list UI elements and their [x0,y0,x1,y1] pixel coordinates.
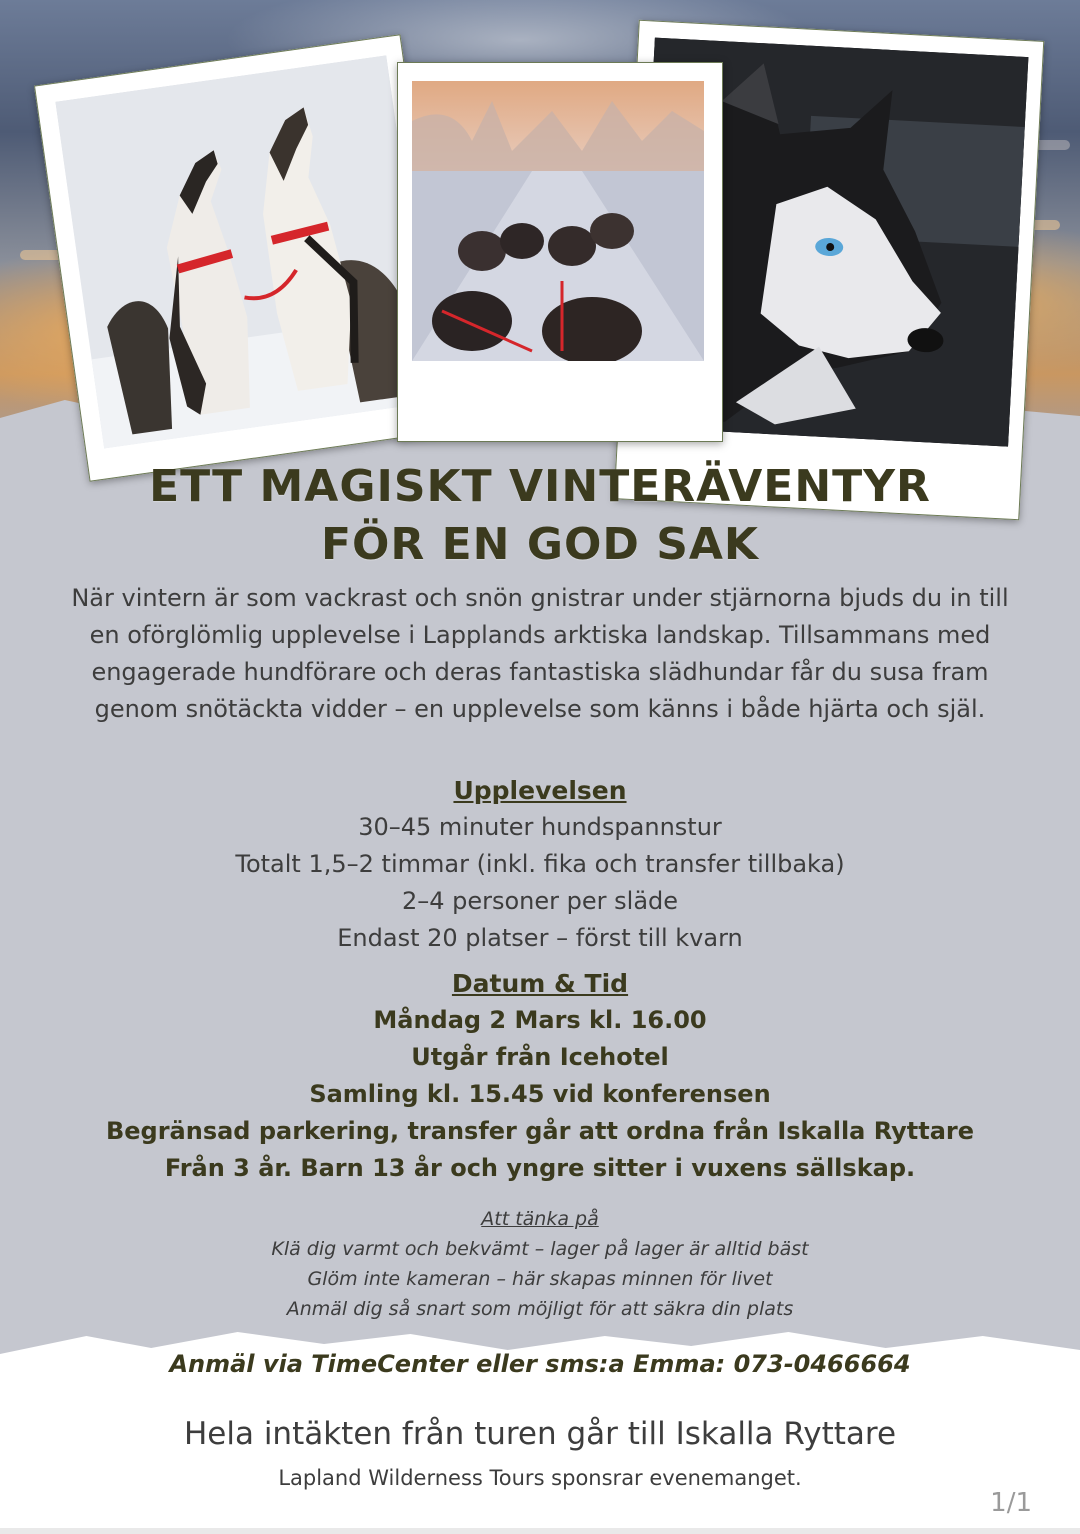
experience-line: Endast 20 platser – först till kvarn [337,924,743,952]
date-time-section [60,965,1020,1187]
page-indicator: 1/1 [990,1488,1032,1518]
experience-line: 30–45 minuter hundspannstur [358,813,722,841]
experience-heading: Upplevelsen [453,776,627,805]
intro-paragraph: När vintern är som vackrast och snön gnistrar under stjärnorna bjuds du in till en oförglömlig upplevelse i Lapplands arktiska landskap. Tillsammans med engagerade hundförare och deras fantastiska slädhundar får du susa fram genom snötäckta vidder – en upplevelse som känns i både hjärta och själ. [71,584,1009,723]
tips-heading: Att tänka på [481,1208,599,1230]
polaroid-dog-sled-trail [397,62,723,442]
tips-line: Anmäl dig så snart som möjligt för att säkra din plats [286,1298,794,1320]
date-time-line: Från 3 år. Barn 13 år och yngre sitter i vuxens sällskap. [164,1154,916,1182]
tips-line: Klä dig varmt och bekvämt – lager på lager är alltid bäst [271,1238,809,1260]
experience-line: 2–4 personer per släde [401,887,679,915]
proceeds-statement: Hela intäkten från turen går till Iskalla Ryttare [183,1416,897,1452]
signup-instructions: Anmäl via TimeCenter eller sms:a Emma: 073-0466664 [169,1350,911,1378]
headline-line-1: ETT MAGISKT VINTERÄVENTYR [149,461,931,512]
date-time-heading: Datum & Tid [451,969,629,998]
date-time-line: Samling kl. 15.45 vid konferensen [309,1080,771,1108]
date-time-line: Utgår från Icehotel [411,1043,669,1071]
polaroid-howling-huskies [34,34,456,482]
dog-sled-trail-illustration [412,81,704,361]
date-time-line: Måndag 2 Mars kl. 16.00 [373,1006,707,1034]
flyer-headline [60,458,1020,574]
tips-section [60,1204,1020,1324]
photo-howling-huskies [55,55,434,448]
experience-section [60,772,1020,957]
sponsor-statement: Lapland Wilderness Tours sponsrar evenemanget. [278,1466,802,1490]
howling-huskies-illustration [55,55,434,448]
viewer-bottom-bar [0,1528,1080,1534]
photo-dog-sled-trail [412,81,704,361]
experience-line: Totalt 1,5–2 timmar (inkl. fika och transfer tillbaka) [235,850,845,878]
headline-line-2: FÖR EN GOD SAK [320,519,760,570]
tips-line: Glöm inte kameran – här skapas minnen för livet [307,1268,773,1290]
date-time-line: Begränsad parkering, transfer går att ordna från Iskalla Ryttare [105,1117,975,1145]
